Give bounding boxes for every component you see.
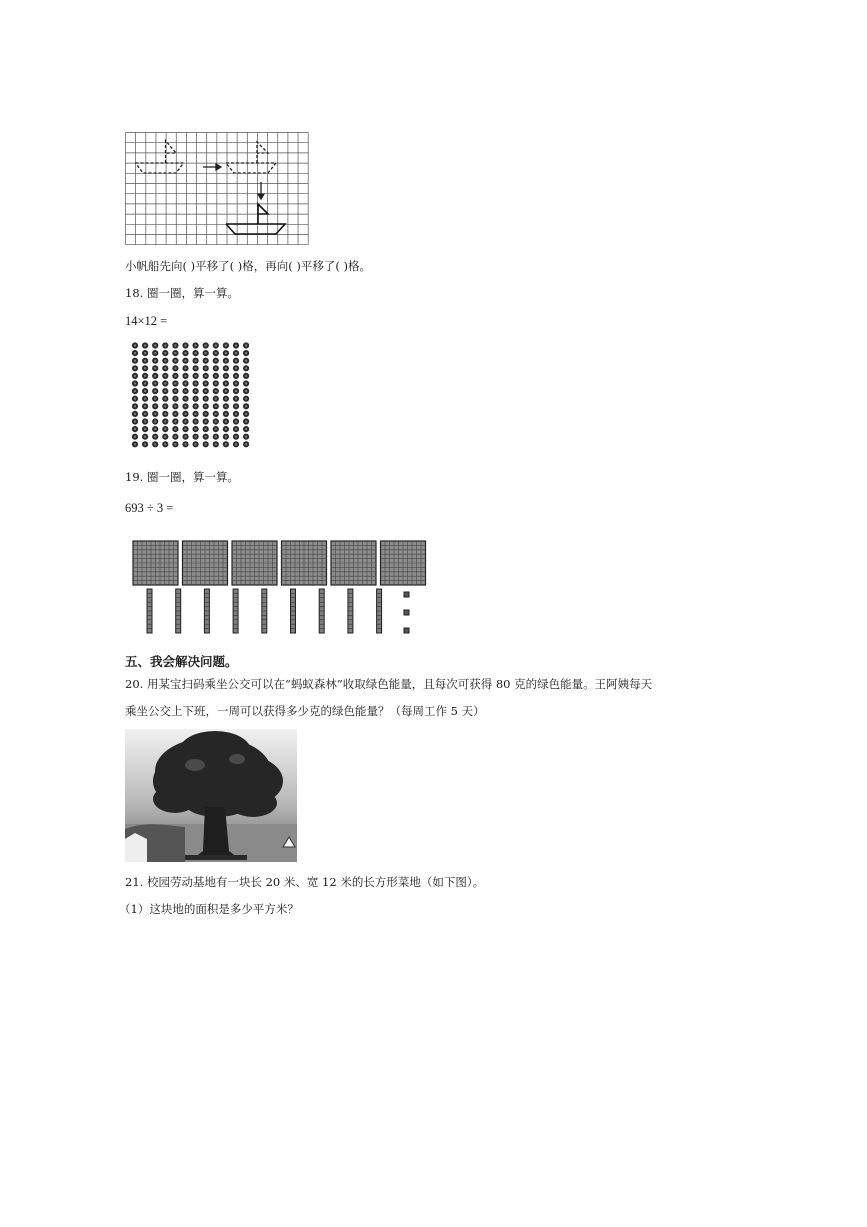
q21-line1: 21. 校园劳动基地有一块长 20 米、宽 12 米的长方形菜地（如下图）。 bbox=[125, 875, 485, 889]
arrow-down-icon bbox=[258, 182, 264, 199]
hundred-block bbox=[331, 541, 376, 585]
tree-photo bbox=[125, 729, 297, 862]
hundred-block bbox=[232, 541, 277, 585]
ten-rod bbox=[348, 589, 353, 633]
q21-sub1: （1）这块地的面积是多少平方米？ bbox=[119, 902, 299, 916]
q18-title: 18. 圈一圈，算一算。 bbox=[125, 286, 239, 300]
q19-title: 19. 圈一圈，算一算。 bbox=[125, 470, 239, 484]
q19-expression: 693 ÷ 3 = bbox=[125, 501, 174, 515]
section-title: 五、我会解决问题。 bbox=[125, 654, 238, 669]
ten-rod bbox=[319, 589, 324, 633]
ten-rod bbox=[291, 589, 296, 633]
arrow-right-icon bbox=[203, 164, 221, 170]
ten-rod bbox=[262, 589, 267, 633]
boat-final bbox=[226, 204, 285, 234]
hundred-block bbox=[282, 541, 327, 585]
ten-rod bbox=[233, 589, 238, 633]
ten-rod bbox=[147, 589, 152, 633]
boat-translation-grid bbox=[125, 132, 309, 245]
q20-line1: 20. 用某宝扫码乘坐公交可以在“蚂蚁森林”收取绿色能量，且每次可获得 80 克的绿色能量。王阿姨每天 bbox=[125, 677, 653, 691]
one-cube bbox=[404, 592, 409, 597]
hundred-block bbox=[381, 541, 426, 585]
q18-expression: 14×12 = bbox=[125, 314, 168, 328]
hundred-block bbox=[183, 541, 228, 585]
ten-rod bbox=[377, 589, 382, 633]
ten-rod bbox=[204, 589, 209, 633]
one-cube bbox=[404, 610, 409, 615]
base-ten-blocks[interactable] bbox=[132, 540, 428, 636]
dot-array[interactable] bbox=[130, 341, 254, 449]
one-cube bbox=[404, 628, 409, 633]
q17-instruction: 小帆船先向( )平移了( )格，再向( )平移了( )格。 bbox=[125, 259, 372, 273]
q20-line2: 乘坐公交上下班，一周可以获得多少克的绿色能量？（每周工作 5 天） bbox=[125, 704, 485, 718]
hundred-block bbox=[133, 541, 178, 585]
boat-moved-right bbox=[226, 142, 276, 173]
ten-rod bbox=[176, 589, 181, 633]
